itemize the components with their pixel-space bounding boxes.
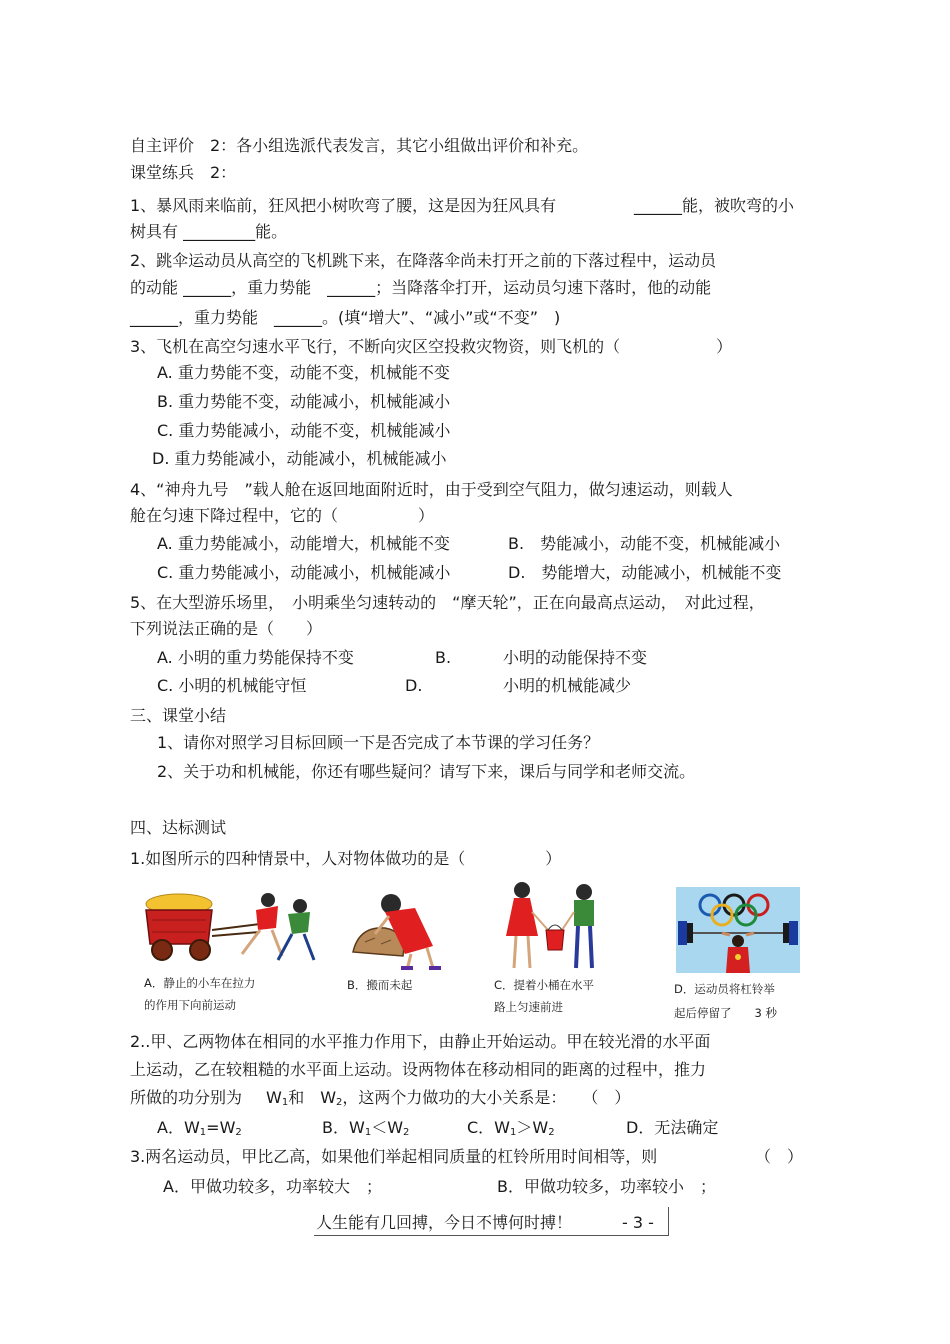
figure-b-caption: B．搬而未起 [347,978,413,992]
test-q2-option-a [157,1118,242,1143]
q2-line3: ______，重力势能 ______。(填“增大”、“减小”或“不变” ) [130,308,561,327]
q4-stem-line1: 4、“神舟九号 ”载人舱在返回地面附近时，由于受到空气阻力，做匀速运动，则载人 [130,480,733,499]
summary-item-1: 1、请你对照学习目标回顾一下是否完成了本节课的学习任务？ [157,733,600,752]
q4-option-d: D. 势能增大，动能减小，机械能不变 [508,563,782,582]
figure-c-carrying-bucket [492,880,612,972]
figure-d-caption-2: 起后停留了 3 秒 [674,1006,777,1020]
opt-a-sub1: 1 [199,1127,207,1138]
page-number: - 3 - [622,1213,654,1232]
test-q3-stem: 3.两名运动员，甲比乙高，如果他们举起相同质量的杠铃所用时间相等，则 [130,1147,658,1166]
test-q3-option-a: A．甲做功较多，功率较大 ； [163,1177,382,1196]
q2-line1: 2、跳伞运动员从高空的飞机跳下来，在降落伞尚未打开之前的下落过程中，运动员 [130,251,717,270]
section-3-heading: 三、课堂小结 [130,706,227,725]
footer-motto: 人生能有几回搏，今日不博何时搏！ [316,1213,573,1232]
q5-option-b-text: 小明的动能保持不变 [503,648,648,667]
opt-b-sub1: 1 [364,1127,372,1138]
w2-symbol: 和 W [288,1088,337,1107]
q5-stem-line1: 5、在大型游乐场里， 小明乘坐匀速转动的 “摩天轮”，正在向最高点运动， 对此过程， [130,593,765,612]
self-evaluation-2: 自主评价 2：各小组选派代表发言，其它小组做出评价和补充。 [130,136,589,155]
practice-2-heading: 课堂练兵 2： [130,163,237,182]
q2-line2: 的动能 ______，重力势能 ______；当降落伞打开，运动员匀速下落时，他的动能 [130,278,712,297]
figure-d-caption-1: D．运动员将杠铃举 [674,982,775,996]
figure-d-weightlifter [676,887,800,973]
q4-option-a: A. 重力势能减小，动能增大，机械能不变 [157,534,450,553]
section-4-heading: 四、达标测试 [130,818,227,837]
figure-a-caption-1: A．静止的小车在拉力 [144,976,256,990]
opt-c-sub2: 2 [548,1127,555,1138]
figure-a-cart [142,886,322,968]
q1-line1-part1: 1、暴风雨来临前，狂风把小树吹弯了腰，这是因为狂风具有 [130,196,557,215]
q1-line1-part2: ______能，被吹弯的小 [634,196,795,215]
opt-c-gt: ＞W [516,1118,549,1137]
w2-subscript: 2 [336,1097,343,1108]
q4-option-c: C. 重力势能减小，动能减小，机械能减小 [157,563,451,582]
q3-stem: 3、飞机在高空匀速水平飞行，不断向灾区空投救灾物资，则飞机的（ ） [130,337,733,356]
figure-b-lifting-rock [345,882,445,972]
opt-b-lt: ＜W [371,1118,404,1137]
test-q2-line2: 上运动，乙在较粗糙的水平面上运动。设两物体在移动相同的距离的过程中，推力 [130,1060,707,1079]
opt-a-sub2: 2 [235,1127,242,1138]
opt-b-sub2: 2 [403,1127,410,1138]
test-q2-line1: 2..甲、乙两物体在相同的水平推力作用下，由静止开始运动。甲在较光滑的水平面 [130,1032,711,1051]
test-q3-bracket: （ ） [755,1147,804,1166]
test-q2-option-b [322,1118,409,1143]
q3-option-a: A. 重力势能不变，动能不变，机械能不变 [157,363,450,382]
figure-c-caption-2: 路上匀速前进 [494,1000,563,1014]
q1-line2: 树具有 _________能。 [130,222,288,241]
q5-option-b-letter: B. [435,648,452,667]
summary-item-2: 2、关于功和机械能，你还有哪些疑问？请写下来，课后与同学和老师交流。 [157,762,696,781]
test-q2-option-c [467,1118,555,1143]
opt-c-sub1: 1 [510,1127,517,1138]
q2-line3-suffix: ，这两个力做功的大小关系是： （ ） [342,1088,631,1107]
opt-c-w: C．W [467,1118,510,1137]
q4-option-b: B. 势能减小，动能不变，机械能减小 [508,534,781,553]
test-q2-line3 [130,1088,630,1113]
w1-symbol: W [266,1088,282,1107]
test-q2-option-d: D．无法确定 [626,1118,719,1137]
opt-a-eq: =W [206,1118,236,1137]
opt-b-w: B．W [322,1118,365,1137]
opt-a-w: A．W [157,1118,200,1137]
q4-stem-line2: 舱在匀速下降过程中，它的（ ） [130,506,435,525]
test-q1-stem: 1.如图所示的四种情景中，人对物体做功的是（ ） [130,849,562,868]
q2-line3-prefix: 所做的功分别为 [130,1088,243,1107]
test-q3-option-b: B．甲做功较多，功率较小 ； [497,1177,716,1196]
q3-option-b: B. 重力势能不变，动能减小，机械能减小 [157,392,451,411]
q5-stem-line2: 下列说法正确的是（ ） [130,619,323,638]
q3-option-c: C. 重力势能减小，动能不变，机械能减小 [157,421,451,440]
q5-option-d-letter: D. [405,676,423,695]
figure-a-caption-2: 的作用下向前运动 [144,998,236,1012]
figure-c-caption-1: C．提着小桶在水平 [494,978,595,992]
q3-option-d: D. 重力势能减小，动能减小，机械能减小 [152,449,447,468]
q5-option-c: C. 小明的机械能守恒 [157,676,307,695]
w1-subscript: 1 [281,1097,289,1108]
q5-option-a: A. 小明的重力势能保持不变 [157,648,354,667]
q5-option-d-text: 小明的机械能减少 [503,676,632,695]
